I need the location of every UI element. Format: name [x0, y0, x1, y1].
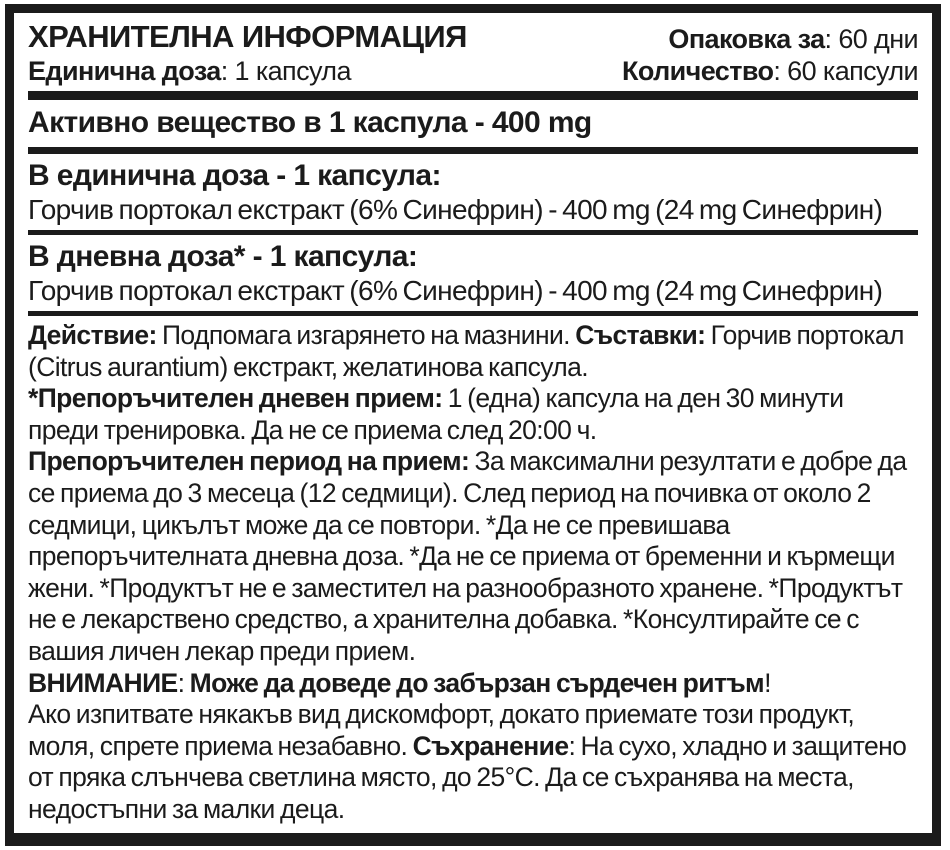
package-duration-label: Опаковка за	[668, 24, 825, 54]
body-segment: :	[177, 667, 190, 698]
body-segment-bold: Препоръчителен период на прием:	[28, 446, 470, 477]
body-paragraph	[28, 668, 918, 700]
single-dose-ingredient-line: Горчив портокал екстракт (6% Синефрин) - 400 mg (24 mg Синефрин)	[28, 194, 883, 225]
header-divider	[28, 91, 918, 100]
body-segment: Подпомага изгарянето на мазнини.	[156, 320, 576, 350]
body-segment-bold: Съставки:	[575, 320, 706, 350]
serving-size-line	[28, 55, 467, 87]
body-segment: 1 (една) капсула на ден 30 минути преди тренировка. Да не се приема след 20:00 ч.	[28, 383, 844, 445]
header-left	[28, 19, 467, 87]
nutrition-label	[5, 4, 941, 846]
daily-dose-ingredient-line: Горчив портокал екстракт (6% Синефрин) - 400 mg (24 mg Синефрин)	[28, 275, 883, 306]
quantity-line	[622, 55, 918, 87]
body-paragraph	[28, 383, 918, 446]
body-segment: Ако изпитвате някакъв вид дискомфорт, докато приемате този продукт, моля, спрете приема незабавно.	[28, 699, 855, 761]
body-paragraph	[28, 446, 918, 667]
package-duration-value: : 60 дни	[824, 24, 918, 54]
quantity-value: : 60 капсули	[773, 56, 918, 86]
active-substance-line: Активно вещество в 1 каспула - 400 mg	[28, 106, 592, 139]
body-segment: : На сухо, хладно и защитено от пряка слънчева светлина място, до 25°C. Да се съхранява на места, недостъпни за малки деца.	[28, 730, 907, 824]
body-segment-bold: *Препоръчителен дневен прием:	[28, 383, 443, 414]
body-segment: За максимални резултати е добре да се приема до 3 месеца (12 седмици). След период на почивка от около 2 седмици, цикълът може да се повтори. *Да не се превишава препоръчителната дневна доза. *Да не се приема от бременни и кърмещи жени. *Продуктът не е заместител на разнообразното хранене. *Продуктът не е лекарствено средство, а хранителна добавка. *Консултирайте се с вашия личен лекар преди прием.	[28, 446, 907, 666]
body-segment-bold: ВНИМАНИЕ	[28, 667, 178, 698]
body-segment-bold: Съхранение	[412, 730, 569, 761]
serving-size-value: : 1 капсула	[220, 56, 351, 86]
body-segment-bold: Действие:	[28, 320, 157, 350]
daily-dose-heading: В дневна доза* - 1 капсула:	[28, 240, 418, 273]
body-segment: Горчив портокал (Citrus aurantium) екстракт, желатинова капсула.	[28, 320, 904, 382]
serving-size-label: Единична доза	[28, 56, 221, 86]
single-dose-heading: В единична доза - 1 капсула:	[28, 159, 441, 192]
body-paragraph	[28, 699, 918, 825]
body-segment-bold: Може да доведе до забързан сърдечен ритъм	[189, 667, 765, 698]
body-segment: !	[764, 667, 771, 698]
quantity-label: Количество	[622, 56, 774, 86]
body-text	[28, 316, 918, 826]
body-paragraph	[28, 320, 918, 383]
label-title: ХРАНИТЕЛНА ИНФОРМАЦИЯ	[28, 19, 467, 54]
package-duration-line	[622, 23, 918, 55]
header-right	[622, 19, 918, 87]
active-substance-divider	[28, 147, 918, 154]
label-header	[28, 17, 918, 87]
